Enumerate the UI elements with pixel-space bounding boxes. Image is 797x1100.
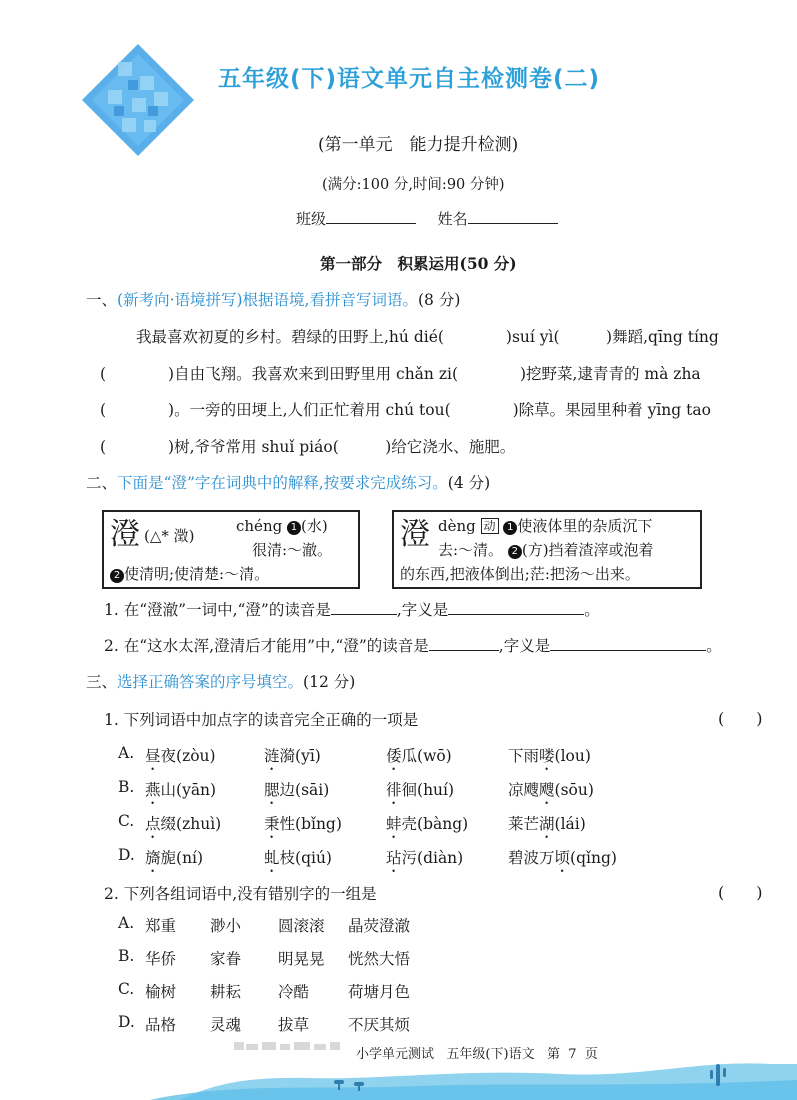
page-number: 7 [568,1047,577,1062]
word-rest: 缀(zhuì) [160,815,222,833]
q3-number: 三、 [86,673,118,691]
q3-sub1-answer-bracket[interactable]: ( ) [718,709,763,728]
q3-sub2-answer-bracket[interactable]: ( ) [718,883,763,902]
word-rest: 旎(ní) [160,849,204,867]
word-rest: 枝(qiú) [279,849,332,867]
dict2-entry-line2 [438,538,654,562]
q3-sub2-options [118,914,758,1044]
word-rest: 污(diàn) [401,849,464,867]
option-word: 恍然大悟 [348,950,411,968]
q3-sub1-options [118,744,758,874]
footer-series: 小学单元测试 [356,1047,435,1062]
q2-sub1-blank-pronunciation[interactable] [331,600,397,615]
q2-number: 二、 [86,474,118,492]
option-word: 冷酷 [278,983,310,1001]
word-prefix: 碧波万 [508,849,555,867]
option-letter [118,778,134,796]
option-word: 渺小 [210,917,242,935]
q3-heading [86,670,355,692]
dict2-def-2a: (方)挡着渣滓或泡着 [521,541,654,559]
dict-entry-line3 [110,562,269,586]
q2-score: (4 分) [447,474,491,492]
word-rest: 漪(yī) [279,747,321,765]
q1-number: 一、 [86,291,118,309]
q3-title: 选择正确答案的序号填空。 [117,673,304,691]
dict2-char: 澄 [400,517,430,552]
option-word [264,812,342,842]
q2-title: 下面是“澄”字在词典中的解释,按要求完成练习。 [117,474,448,492]
dict-pinyin: chéng [236,517,283,535]
dict2-def-1b: 去:～清。 [438,541,504,559]
dotted-char: 顷 [554,849,571,867]
footer-page-suffix: 页 [584,1047,598,1062]
option-word [386,744,452,774]
q1-line-1: 我最喜欢初夏的乡村。碧绿的田野上,hú dié( )suí yì( )舞蹈,qīng tíng [136,328,719,346]
word-rest: 瓜(wō) [401,747,452,765]
name-label: 姓名 [437,210,468,228]
dict2-entry-line1 [438,514,652,538]
option-word: 圆滚滚 [278,917,325,935]
option-letter-text: B. [118,778,135,796]
option-word [264,778,329,808]
option-letter: C. [118,980,135,998]
option-word: 拔草 [278,1016,310,1034]
option-word: 品格 [145,1016,177,1034]
option-word [508,778,594,808]
dotted-char: 昼 [145,747,161,765]
option-word [386,846,463,876]
option-letter-text: C. [118,812,135,830]
word-rest: (lou) [554,747,591,765]
footer-grade-subject: 五年级(下)语文 [446,1047,535,1062]
dotted-char: 旖 [145,849,161,867]
option-letter [118,744,134,762]
sense2-marker-1: 1 [503,521,517,535]
option-word: 不厌其烦 [348,1016,411,1034]
option-letter [118,846,135,864]
option-word: 华侨 [145,950,177,968]
sense-marker-2: 2 [110,569,124,583]
unit-subtitle: (第一单元 能力提升检测) [318,135,519,155]
dict-def-2: 使清明;使清楚:～清。 [124,565,270,583]
dotted-char: 秉 [264,815,280,833]
dict2-pinyin: dèng [438,517,476,535]
name-blank[interactable] [468,209,558,224]
q2-heading [86,471,490,493]
word-rest: 边(sāi) [279,781,330,799]
page-title: 五年级(下)语文单元自主检测卷(二) [218,66,601,92]
option-word [145,778,216,808]
option-word [264,744,321,774]
option-letter: D. [118,1013,135,1031]
part-one-title: 第一部分 积累运用(50 分) [320,254,517,273]
q1-title: 根据语境,看拼音写词语。 [242,291,418,309]
q2-sub1-text-a: 1. 在“澄澈”一词中,“澄”的读音是 [104,601,331,619]
q2-sub1-text-c: 。 [584,601,600,619]
dotted-char: 玷 [386,849,402,867]
q1-heading [86,288,460,310]
dotted-char: 涟 [264,747,280,765]
option-word: 晶荧澄澈 [348,917,411,935]
dotted-char: 腮 [264,781,280,799]
option-letter: A. [118,914,135,932]
q1-line-3: ( )。一旁的田埂上,人们正忙着用 chú tou( )除草。果园里种着 yīng tao [100,401,711,419]
dotted-char: 点 [145,815,161,833]
q2-sub2-blank-pronunciation[interactable] [429,636,499,651]
option-word [386,778,454,808]
logo-diamond [78,40,198,160]
option-word [508,744,591,774]
dotted-char: 徘 [386,781,402,799]
sense2-marker-2: 2 [508,545,522,559]
footer-page-prefix: 第 [546,1047,560,1062]
sense-marker-1: 1 [287,521,301,535]
q2-sub2-text-c: 。 [706,637,722,655]
option-word [145,744,216,774]
q1-line-2: ( )自由飞翔。我喜欢来到田野里用 chǎn zi( )挖野菜,逮青青的 mà zha [100,365,701,383]
option-letter [118,812,134,830]
word-prefix: 下雨 [508,747,540,765]
q1-line-4: ( )树,爷爷常用 shuǐ piáo( )给它浇水、施肥。 [100,438,516,456]
option-word: 家眷 [210,950,242,968]
dotted-char: 湖 [539,815,555,833]
q2-sub2-blank-meaning[interactable] [550,636,706,651]
dotted-char: 燕 [145,781,161,799]
option-word: 耕耘 [210,983,242,1001]
dotted-char: 倭 [386,747,402,765]
q2-sub2-text-a: 2. 在“这水太浑,澄清后才能用”中,“澄”的读音是 [104,637,429,655]
dict-def-1: 很清:～澈。 [252,541,333,559]
option-word: 榆树 [145,983,177,1001]
dotted-char: 喽 [539,747,555,765]
q1-score: (8 分) [417,291,461,309]
q2-sub1-text-b: ,字义是 [396,601,449,619]
class-field [296,208,558,229]
option-word [145,846,203,876]
word-prefix: 凉飕 [508,781,540,799]
dictionary-box-deng [392,510,702,589]
word-rest: (qǐng) [570,849,617,867]
option-word: 荷塘月色 [348,983,411,1001]
footer-text [356,1043,598,1062]
option-word: 灵魂 [210,1016,242,1034]
dotted-char: 蚌 [386,815,402,833]
score-time: (满分:100 分,时间:90 分钟) [322,177,505,193]
option-word [386,812,468,842]
dotted-char: 虬 [264,849,280,867]
word-rest: 山(yān) [160,781,217,799]
word-rest: (lái) [554,815,586,833]
option-word: 郑重 [145,917,177,935]
q2-sub-1 [104,598,600,620]
dict2-pos-tag: 动 [481,518,499,534]
option-word [508,846,617,876]
dict2-def-2b: 的东西,把液体倒出;茫:把汤～出来。 [400,565,640,583]
word-rest: 徊(huí) [401,781,455,799]
q1-tag: (新考向·语境拼写) [117,291,243,309]
dotted-char: 飕 [539,781,555,799]
q2-sub2-text-b: ,字义是 [498,637,551,655]
q3-sub-2: 2. 下列各组词语中,没有错别字的一组是 [104,885,377,903]
q2-sub1-blank-meaning[interactable] [448,600,584,615]
word-rest: 壳(bàng) [401,815,469,833]
option-letter-text: A. [118,744,135,762]
word-rest: (sōu) [554,781,594,799]
word-rest: 性(bǐng) [279,815,342,833]
word-prefix: 莱芒 [508,815,540,833]
dict2-def-1a: 使液体里的杂质沉下 [517,517,653,535]
option-word [508,812,586,842]
option-word: 明晃晃 [278,950,325,968]
q3-sub-1: 1. 下列词语中加点字的读音完全正确的一项是 [104,711,419,729]
dictionary-box-cheng [102,510,360,589]
option-word [264,846,332,876]
word-rest: 夜(zòu) [160,747,216,765]
option-letter-text: D. [118,846,135,864]
class-label: 班级 [296,210,327,228]
option-letter: B. [118,947,135,965]
q2-sub-2 [104,634,722,656]
dict-entry-line1 [236,514,328,538]
class-blank[interactable] [326,209,416,224]
dict-char: 澄 [110,517,140,552]
option-word [145,812,221,842]
q3-score: (12 分) [303,673,356,691]
dict-variant: (△* 澂) [144,527,195,545]
dict-pos: (水) [300,517,328,535]
